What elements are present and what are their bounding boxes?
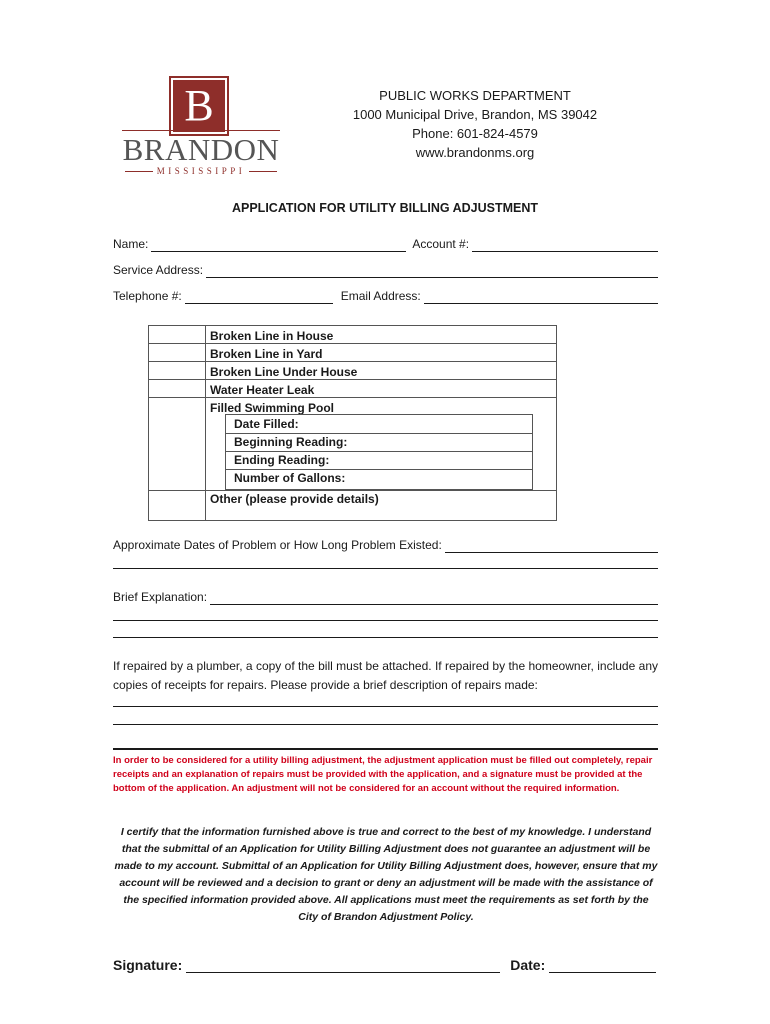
brandon-logo bbox=[116, 78, 286, 178]
pool-beginning-reading[interactable]: Beginning Reading: bbox=[234, 435, 348, 449]
name-field[interactable] bbox=[151, 239, 406, 252]
email-label: Email Address: bbox=[340, 289, 421, 303]
signature-label: Signature: bbox=[113, 957, 183, 973]
pool-number-of-gallons[interactable]: Number of Gallons: bbox=[234, 471, 346, 485]
date-label: Date: bbox=[510, 957, 546, 973]
pool-details-table bbox=[225, 414, 533, 490]
service-address-field[interactable] bbox=[206, 265, 658, 278]
option-broken-line-yard[interactable]: Broken Line in Yard bbox=[210, 347, 323, 361]
signature-field[interactable] bbox=[186, 958, 500, 973]
explanation-field-line[interactable] bbox=[113, 637, 658, 638]
department-website: www.brandonms.org bbox=[415, 145, 535, 160]
department-header bbox=[320, 86, 630, 162]
name-account-row bbox=[113, 236, 658, 252]
repair-description-line[interactable] bbox=[113, 724, 658, 725]
dates-label: Approximate Dates of Problem or How Long Problem Existed: bbox=[113, 538, 442, 552]
telephone-field[interactable] bbox=[185, 291, 333, 304]
logo-state-text: MISSISSIPPI bbox=[156, 166, 246, 176]
date-field[interactable] bbox=[549, 958, 656, 973]
department-name: PUBLIC WORKS DEPARTMENT bbox=[379, 88, 571, 103]
logo-city-name: BRANDON bbox=[122, 132, 280, 167]
pool-ending-reading[interactable]: Ending Reading: bbox=[234, 453, 330, 467]
logo-monogram: B bbox=[171, 78, 227, 134]
service-address-row bbox=[113, 262, 658, 278]
telephone-label: Telephone #: bbox=[113, 289, 182, 303]
option-broken-line-house[interactable]: Broken Line in House bbox=[210, 329, 334, 343]
account-field[interactable] bbox=[472, 239, 658, 252]
service-address-label: Service Address: bbox=[113, 263, 204, 277]
department-phone: Phone: 601-824-4579 bbox=[412, 126, 538, 141]
dates-row bbox=[113, 537, 658, 553]
option-other[interactable]: Other (please provide details) bbox=[210, 492, 379, 506]
logo-state-name bbox=[116, 166, 286, 176]
dates-field-line[interactable] bbox=[113, 568, 658, 569]
form-title: APPLICATION FOR UTILITY BILLING ADJUSTMENT bbox=[231, 201, 538, 215]
explanation-row bbox=[113, 589, 658, 605]
repair-description-line[interactable] bbox=[113, 706, 658, 707]
option-broken-line-under-house[interactable]: Broken Line Under House bbox=[210, 365, 358, 379]
repair-instructions: If repaired by a plumber, a copy of the bill must be attached. If repaired by the homeowner, include any copies of receipts for repairs. Please provide a brief description of repairs made: bbox=[113, 659, 658, 692]
name-label: Name: bbox=[113, 237, 149, 251]
signature-row bbox=[113, 957, 656, 973]
certification-statement: I certify that the information furnished above is true and correct to the best of my knowledge. I understand that the submittal of an Application for Utility Billing Adjustment does not guarantee an adjustment will be made to my account. Submittal of an Application for Utility Billing Adjustment does, however, ensure that my account will be reviewed and a decision to grant or deny an adjustment will be made with the assistance of the specified information provided above. All applications must meet the requirements as set forth by the City of Brandon Adjustment Policy. bbox=[114, 826, 658, 923]
explanation-field-line[interactable] bbox=[113, 620, 658, 621]
explanation-label: Brief Explanation: bbox=[113, 590, 208, 604]
telephone-email-row bbox=[113, 288, 658, 304]
department-address: 1000 Municipal Drive, Brandon, MS 39042 bbox=[352, 107, 598, 122]
option-filled-swimming-pool[interactable]: Filled Swimming Pool bbox=[210, 401, 335, 415]
email-field[interactable] bbox=[424, 291, 658, 304]
pool-date-filled[interactable]: Date Filled: bbox=[234, 417, 299, 431]
logo-rule bbox=[122, 130, 280, 131]
option-water-heater-leak[interactable]: Water Heater Leak bbox=[210, 383, 315, 397]
account-label: Account #: bbox=[412, 237, 470, 251]
problem-type-table bbox=[148, 325, 557, 521]
explanation-field[interactable] bbox=[210, 592, 658, 605]
required-info-notice: In order to be considered for a utility billing adjustment, the adjustment application must be filled out completely, repair receipts and an explanation of repairs must be provided with the application, and a signature must be provided at the bottom of the application. An adjustment will not be considered for an account without the required information. bbox=[113, 748, 658, 796]
dates-field[interactable] bbox=[445, 540, 658, 553]
